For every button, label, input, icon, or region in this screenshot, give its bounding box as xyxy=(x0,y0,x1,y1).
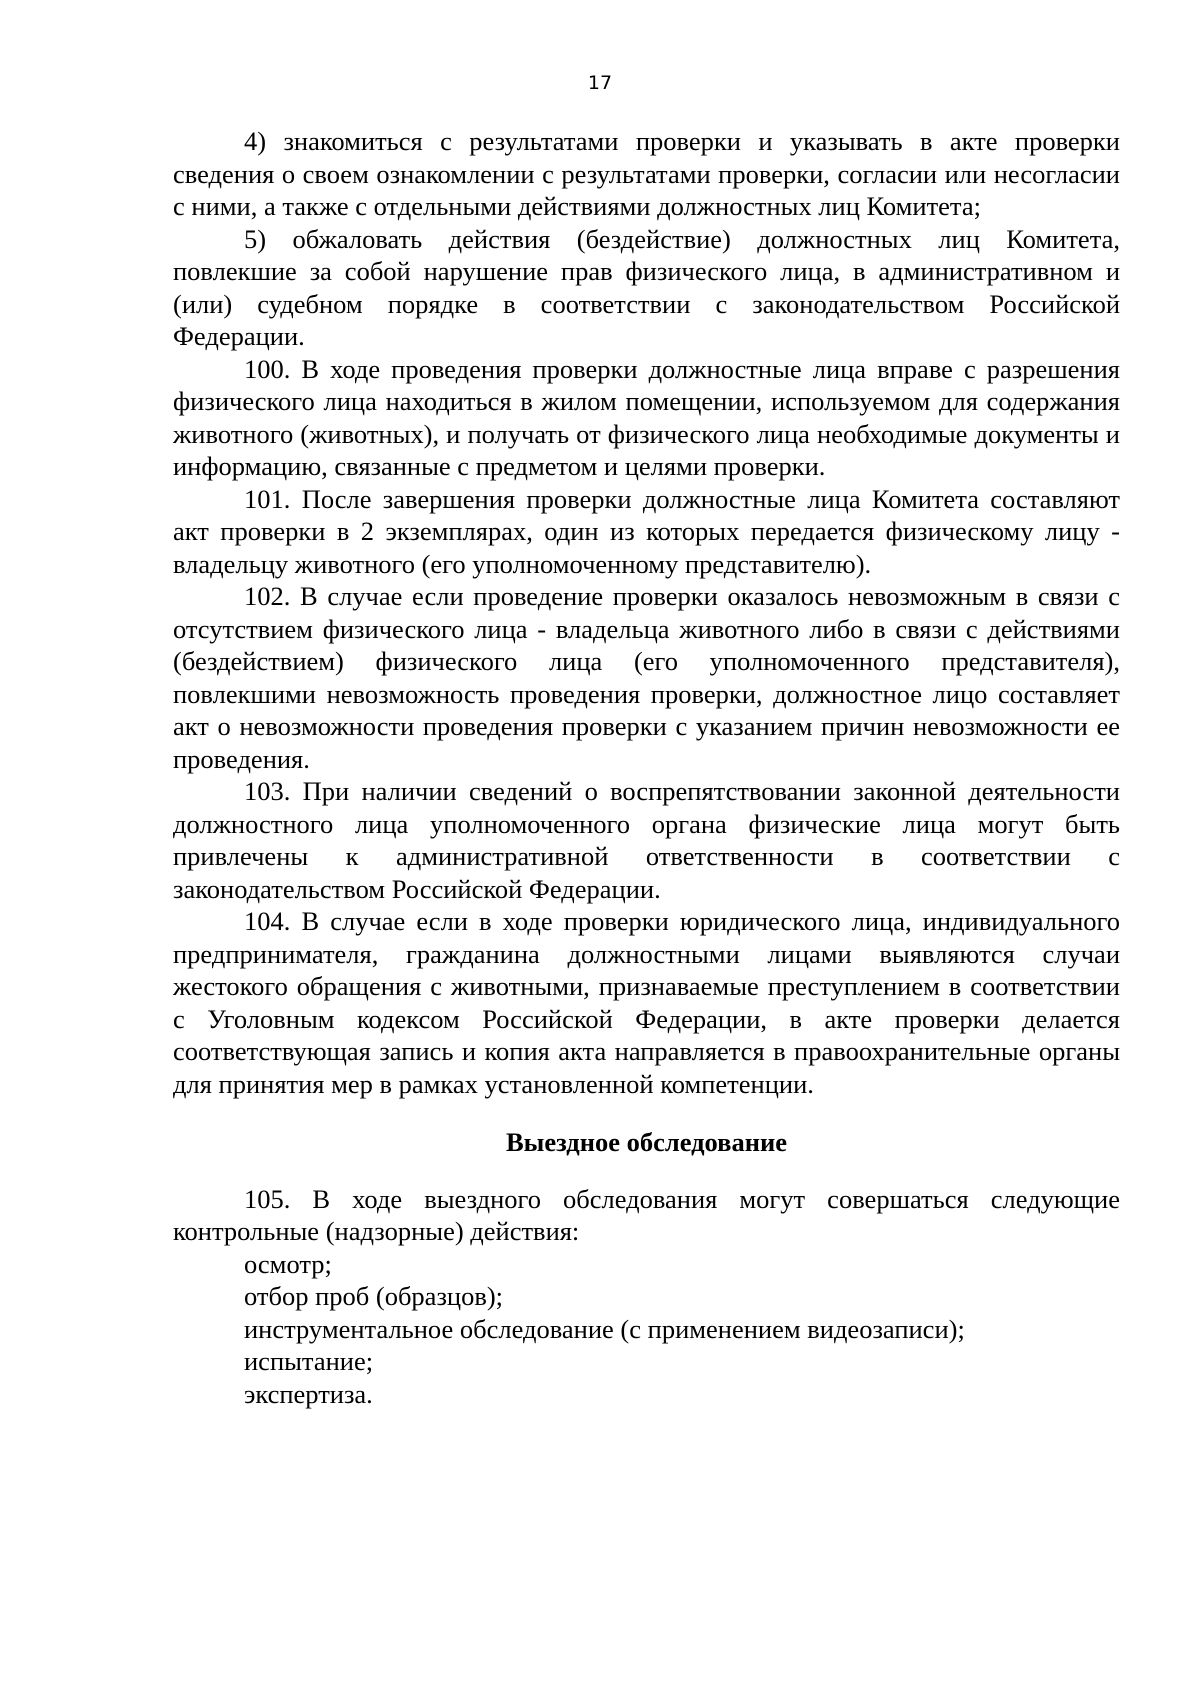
list-item: осмотр; xyxy=(244,1248,332,1279)
paragraph-103: 103. При наличии сведений о воспрепятствовании законной деятельности должностного лица уполномоченного органа физические лица могут быть привлечены к административной ответственности в соответствии с законодательством Российской Федерации. xyxy=(173,776,1120,904)
paragraph-104: 104. В случае если в ходе проверки юридического лица, индивидуального предпринимателя, гражданина должностными лицами выявляются случаи жестокого обращения с животными, признаваемые преступлением в соответствии с Уголовным кодексом Российской Федерации, в акте проверки делается соответствующая запись и копия акта направляется в правоохранительные органы для принятия мер в рамках установленной компетенции. xyxy=(173,906,1120,1099)
document-body xyxy=(173,125,1120,1410)
page-number: 17 xyxy=(587,72,613,94)
paragraph-101: 101. После завершения проверки должностные лица Комитета составляют акт проверки в 2 экземплярах, один из которых передается физическому лицу - владельцу животного (его уполномоченному представителю). xyxy=(173,483,1120,579)
list-item: испытание; xyxy=(244,1346,374,1376)
paragraph-100: 100. В ходе проведения проверки должностные лица вправе с разрешения физического лица находиться в жилом помещении, используемом для содержания животного (животных), и получать от физического лица необходимые документы и информацию, связанные с предметом и целями проверки. xyxy=(173,353,1120,481)
paragraph-item-4: 4) знакомиться с результатами проверки и указывать в акте проверки сведения о своем ознакомлении с результатами проверки, согласии или несогласии с ними, а также с отдельными действиями должностных лиц Комитета; xyxy=(173,126,1120,221)
paragraph-105: 105. В ходе выездного обследования могут совершаться следующие контрольные (надзорные) действия: xyxy=(173,1183,1120,1246)
paragraph-102: 102. В случае если проведение проверки оказалось невозможным в связи с отсутствием физического лица - владельца животного либо в связи с действиями (бездействием) физического лица (его уполномоченного представителя), повлекшими невозможность проведения проверки, должностное лицо составляет акт о невозможности проведения проверки с указанием причин невозможности ее проведения. xyxy=(173,581,1120,774)
list-item: инструментальное обследование (с применением видеозаписи); xyxy=(244,1313,965,1344)
paragraph-item-5: 5) обжаловать действия (бездействие) должностных лиц Комитета, повлекшие за собой нарушение прав физического лица, в административном и (или) судебном порядке в соответствии с законодательством Российской Федерации. xyxy=(173,223,1120,351)
list-item: отбор проб (образцов); xyxy=(244,1281,504,1311)
list-item: экспертиза. xyxy=(244,1378,373,1409)
section-heading: Выездное обследование xyxy=(505,1127,787,1157)
actions-list xyxy=(173,1248,1120,1411)
